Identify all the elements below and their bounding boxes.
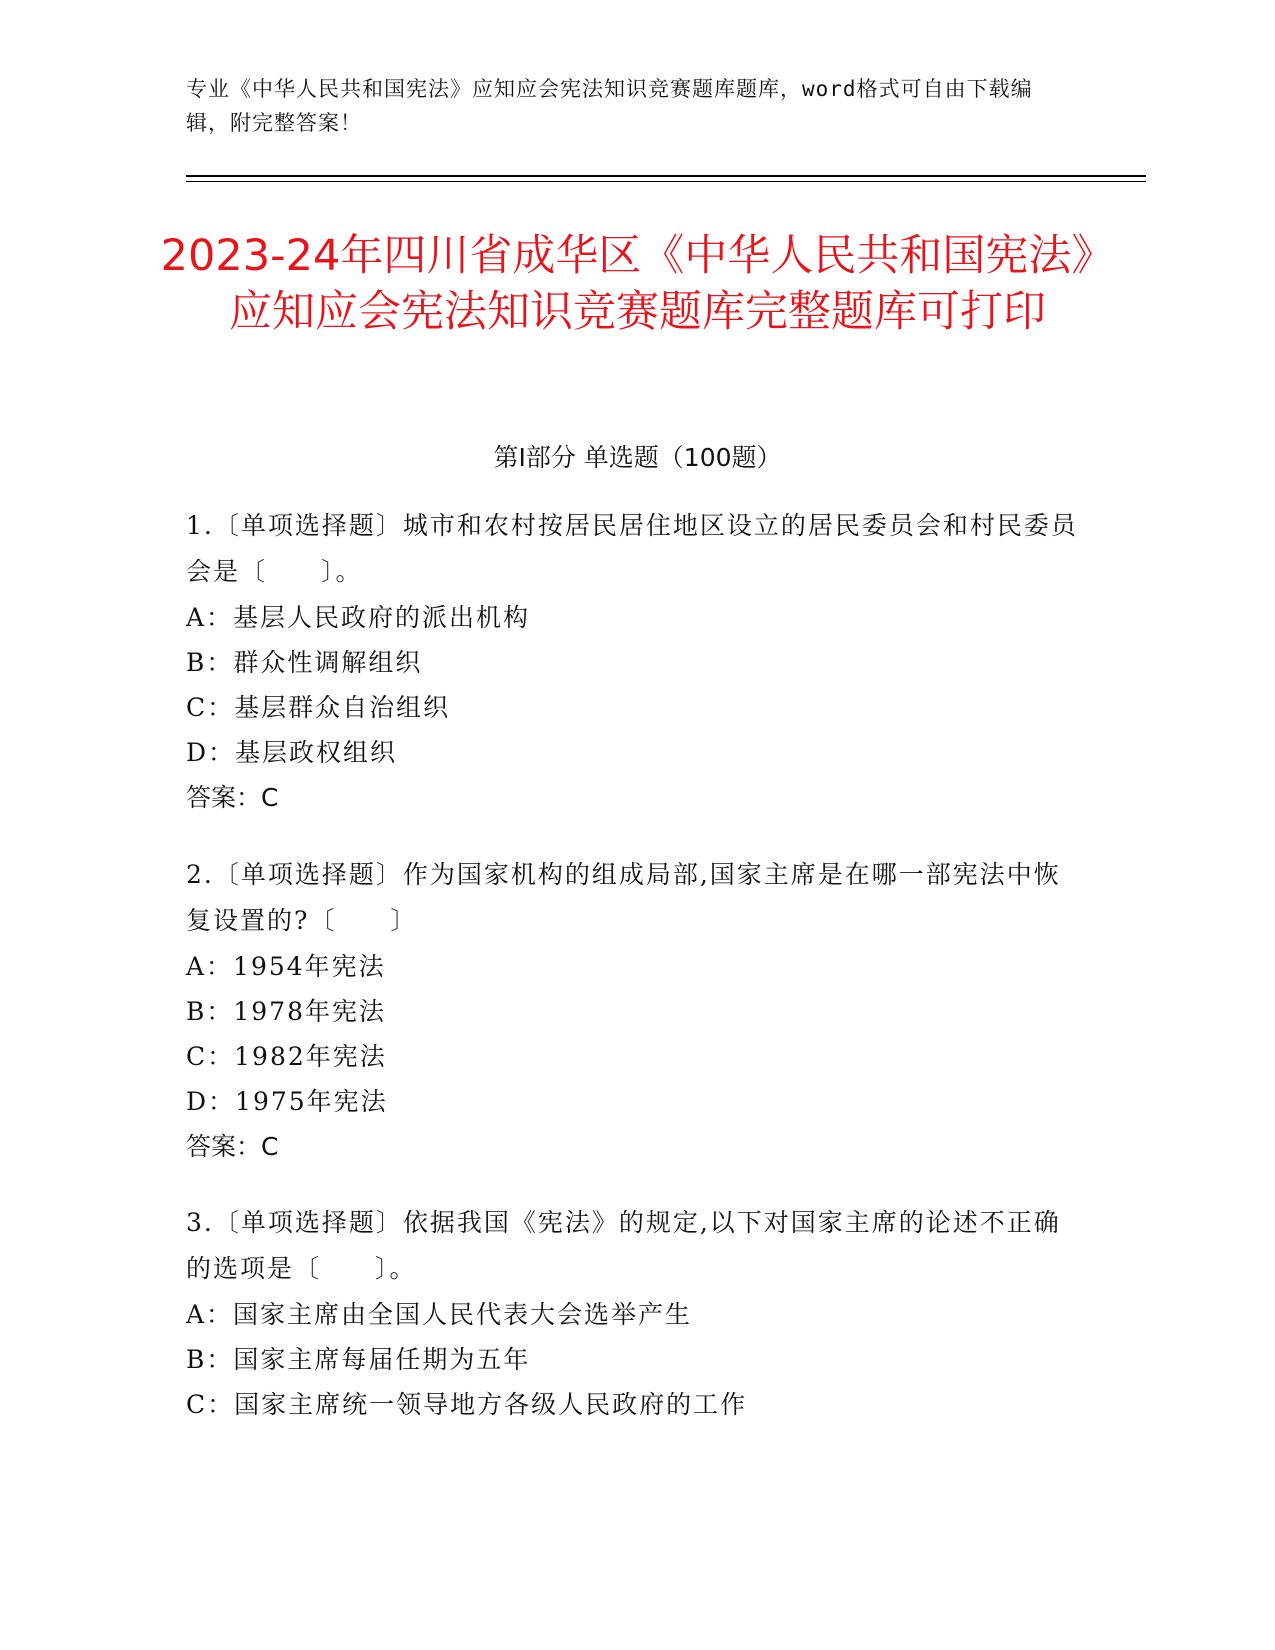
option-b: B：群众性调解组织: [186, 648, 423, 677]
option-d: D：基层政权组织: [186, 738, 398, 767]
question-2: [186, 852, 1086, 1170]
option-c: C：1982年宪法: [186, 1042, 387, 1071]
option-a: A：国家主席由全国人民代表大会选举产生: [186, 1300, 693, 1329]
option-a: A：1954年宪法: [186, 952, 386, 981]
option-b: B：国家主席每届任期为五年: [186, 1345, 531, 1374]
question-stem: 2.〔单项选择题〕作为国家机构的组成局部,国家主席是在哪一部宪法中恢复设置的?〔 〕: [186, 860, 1061, 935]
question-stem: 1.〔单项选择题〕城市和农村按居民居住地区设立的居民委员会和村民委员会是〔 〕。: [186, 511, 1078, 586]
option-c: C：基层群众自治组织: [186, 693, 451, 722]
option-b: B：1978年宪法: [186, 997, 386, 1026]
question-3: [186, 1200, 1086, 1427]
question-1: [186, 503, 1086, 821]
option-d: D：1975年宪法: [186, 1087, 388, 1116]
header-note: 专业《中华人民共和国宪法》应知应会宪法知识竞赛题库题库，word格式可自由下载编辑，附完整答案！: [186, 77, 1033, 135]
section-title: 第Ⅰ部分 单选题（100题）: [493, 443, 782, 472]
header-rule-thick: [186, 175, 1146, 177]
document-title: 2023-24年四川省成华区《中华人民共和国宪法》应知应会宪法知识竞赛题库完整题库可打印: [160, 231, 1115, 337]
option-a: A：基层人民政府的派出机构: [186, 603, 531, 632]
option-c: C：国家主席统一领导地方各级人民政府的工作: [186, 1390, 748, 1419]
question-stem: 3.〔单项选择题〕依据我国《宪法》的规定,以下对国家主席的论述不正确的选项是〔 〕。: [186, 1208, 1061, 1283]
answer: 答案：C: [186, 783, 279, 812]
answer: 答案：C: [186, 1132, 279, 1161]
header-rule-thin: [186, 181, 1146, 182]
